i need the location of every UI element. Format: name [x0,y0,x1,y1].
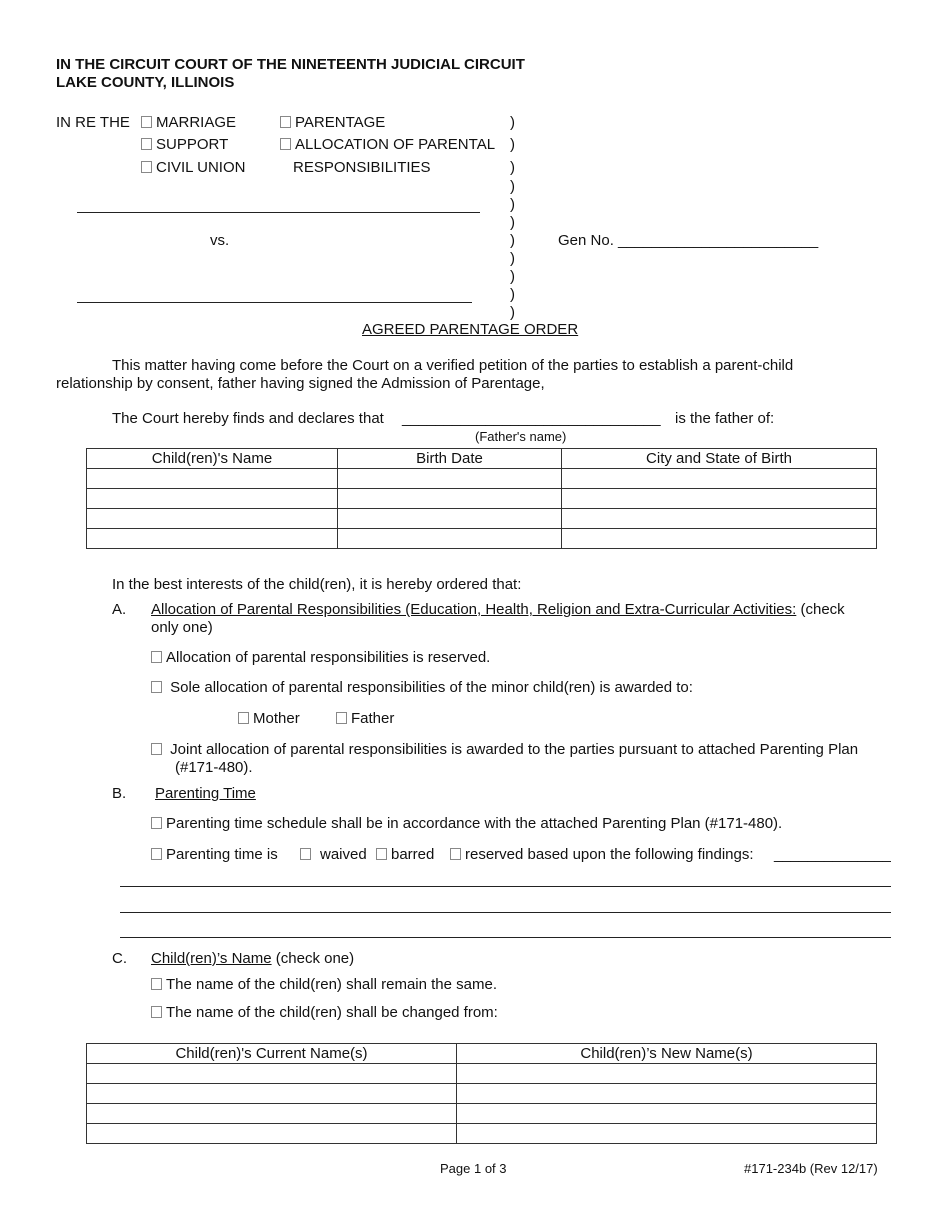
table-row [87,489,877,509]
caption-paren: ) [510,232,515,249]
current-name-cell[interactable] [87,1124,457,1144]
birth-place-cell[interactable] [562,509,877,529]
finding-prefix: The Court hereby finds and declares that [112,410,384,427]
new-name-cell[interactable] [457,1084,877,1104]
findings-line[interactable] [120,886,891,887]
table-row [87,1104,877,1124]
current-name-cell[interactable] [87,1064,457,1084]
section-b-heading: Parenting Time [155,785,256,802]
column-header: Child(ren)’s New Name(s) [457,1044,877,1064]
child-name-cell[interactable] [87,489,338,509]
civil-union-option[interactable]: CIVIL UNION [141,159,245,177]
allocation-option[interactable]: ALLOCATION OF PARENTAL [280,136,495,154]
parenting-time-is-checkbox[interactable] [151,848,162,860]
sole-allocation-checkbox[interactable] [151,681,162,693]
table-row [87,1064,877,1084]
respondent-name-line[interactable] [77,302,472,303]
mother-checkbox[interactable] [238,712,249,724]
new-name-cell[interactable] [457,1104,877,1124]
child-name-cell[interactable] [87,469,338,489]
names-table [86,1043,877,1144]
findings-field[interactable]: ______________ [774,846,891,863]
sole-allocation-option[interactable]: Sole allocation of parental responsibilities of the minor child(ren) is awarded to: [151,679,693,697]
joint-allocation-line2: (#171-480). [175,759,253,776]
section-b-letter: B. [112,785,127,802]
caption-paren: ) [510,159,515,176]
reserved-option[interactable]: reserved based upon the following findings: [450,846,754,864]
joint-allocation-option[interactable]: Joint allocation of parental responsibilities is awarded to the parties pursuant to attached Parenting Plan [151,741,858,759]
waived-option[interactable]: waived [300,846,367,864]
allocation-option-line2: RESPONSIBILITIES [293,159,431,176]
barred-option[interactable]: barred [376,846,434,864]
column-header: Birth Date [338,449,562,469]
child-name-cell[interactable] [87,509,338,529]
caption-paren: ) [510,268,515,285]
caption-paren: ) [510,114,515,131]
section-a-heading: Allocation of Parental Responsibilities (Education, Health, Religion and Extra-Curricular Activities: (check [151,601,845,618]
section-c-letter: C. [112,950,127,967]
table-header-row [87,449,877,469]
current-name-cell[interactable] [87,1084,457,1104]
parenting-schedule-option[interactable]: Parenting time schedule shall be in accordance with the attached Parenting Plan (#171-480). [151,815,782,833]
father-checkbox[interactable] [336,712,347,724]
form-number: #171-234b (Rev 12/17) [744,1161,878,1176]
parenting-schedule-checkbox[interactable] [151,817,162,829]
table-row [87,469,877,489]
caption-paren: ) [510,214,515,231]
vs-label: vs. [210,232,230,249]
father-name-field[interactable]: _______________________________ [402,410,661,427]
petitioner-name-line[interactable] [77,212,480,213]
parentage-checkbox[interactable] [280,116,291,128]
children-table [86,448,877,549]
in-re-label: IN RE THE [56,114,130,131]
table-row [87,509,877,529]
mother-option[interactable]: Mother [238,710,300,728]
caption-paren: ) [510,286,515,303]
column-header: City and State of Birth [562,449,877,469]
father-name-caption: (Father's name) [475,429,567,444]
new-name-cell[interactable] [457,1124,877,1144]
findings-line[interactable] [120,937,891,938]
page-title: AGREED PARENTAGE ORDER [362,321,579,338]
section-a-heading-line2: only one) [151,619,213,636]
caption-paren: ) [510,178,515,195]
parentage-option[interactable]: PARENTAGE [280,114,385,132]
name-changed-checkbox[interactable] [151,1006,162,1018]
support-checkbox[interactable] [141,138,152,150]
table-header-row [87,1044,877,1064]
birth-date-cell[interactable] [338,529,562,549]
allocation-reserved-checkbox[interactable] [151,651,162,663]
allocation-reserved-option[interactable]: Allocation of parental responsibilities is reserved. [151,649,490,667]
findings-line[interactable] [120,912,891,913]
column-header: Child(ren)'s Name [87,449,338,469]
barred-checkbox[interactable] [376,848,387,860]
caption-paren: ) [510,250,515,267]
name-changed-option[interactable]: The name of the child(ren) shall be changed from: [151,1004,498,1022]
marriage-checkbox[interactable] [141,116,152,128]
caption-paren: ) [510,196,515,213]
birth-place-cell[interactable] [562,529,877,549]
gen-no-field[interactable]: Gen No. ________________________ [558,232,819,249]
name-same-option[interactable]: The name of the child(ren) shall remain the same. [151,976,497,994]
waived-checkbox[interactable] [300,848,311,860]
table-row [87,1124,877,1144]
finding-suffix: is the father of: [675,410,775,427]
page-number: Page 1 of 3 [440,1161,507,1176]
allocation-checkbox[interactable] [280,138,291,150]
court-heading: IN THE CIRCUIT COURT OF THE NINETEENTH JUDICIAL CIRCUIT [56,56,525,73]
table-row [87,1084,877,1104]
marriage-option[interactable]: MARRIAGE [141,114,236,132]
birth-date-cell[interactable] [338,469,562,489]
birth-date-cell[interactable] [338,489,562,509]
birth-date-cell[interactable] [338,509,562,529]
order-intro: In the best interests of the child(ren), it is hereby ordered that: [112,576,522,593]
civil-union-checkbox[interactable] [141,161,152,173]
intro-line-2: relationship by consent, father having signed the Admission of Parentage, [56,375,545,392]
new-name-cell[interactable] [457,1064,877,1084]
section-c-heading: Child(ren)’s Name (check one) [151,950,355,967]
section-a-letter: A. [112,601,127,618]
name-same-checkbox[interactable] [151,978,162,990]
table-row [87,529,877,549]
father-option[interactable]: Father [336,710,394,728]
reserved-checkbox[interactable] [450,848,461,860]
intro-line-1: This matter having come before the Court on a verified petition of the parties to establish a parent-child [112,357,794,374]
support-option[interactable]: SUPPORT [141,136,228,154]
birth-place-cell[interactable] [562,489,877,509]
current-name-cell[interactable] [87,1104,457,1124]
birth-place-cell[interactable] [562,469,877,489]
column-header: Child(ren)'s Current Name(s) [87,1044,457,1064]
caption-paren: ) [510,304,515,321]
county-heading: LAKE COUNTY, ILLINOIS [56,74,235,91]
caption-paren: ) [510,136,515,153]
child-name-cell[interactable] [87,529,338,549]
joint-allocation-checkbox[interactable] [151,743,162,755]
parenting-time-is-option[interactable]: Parenting time is [151,846,278,864]
